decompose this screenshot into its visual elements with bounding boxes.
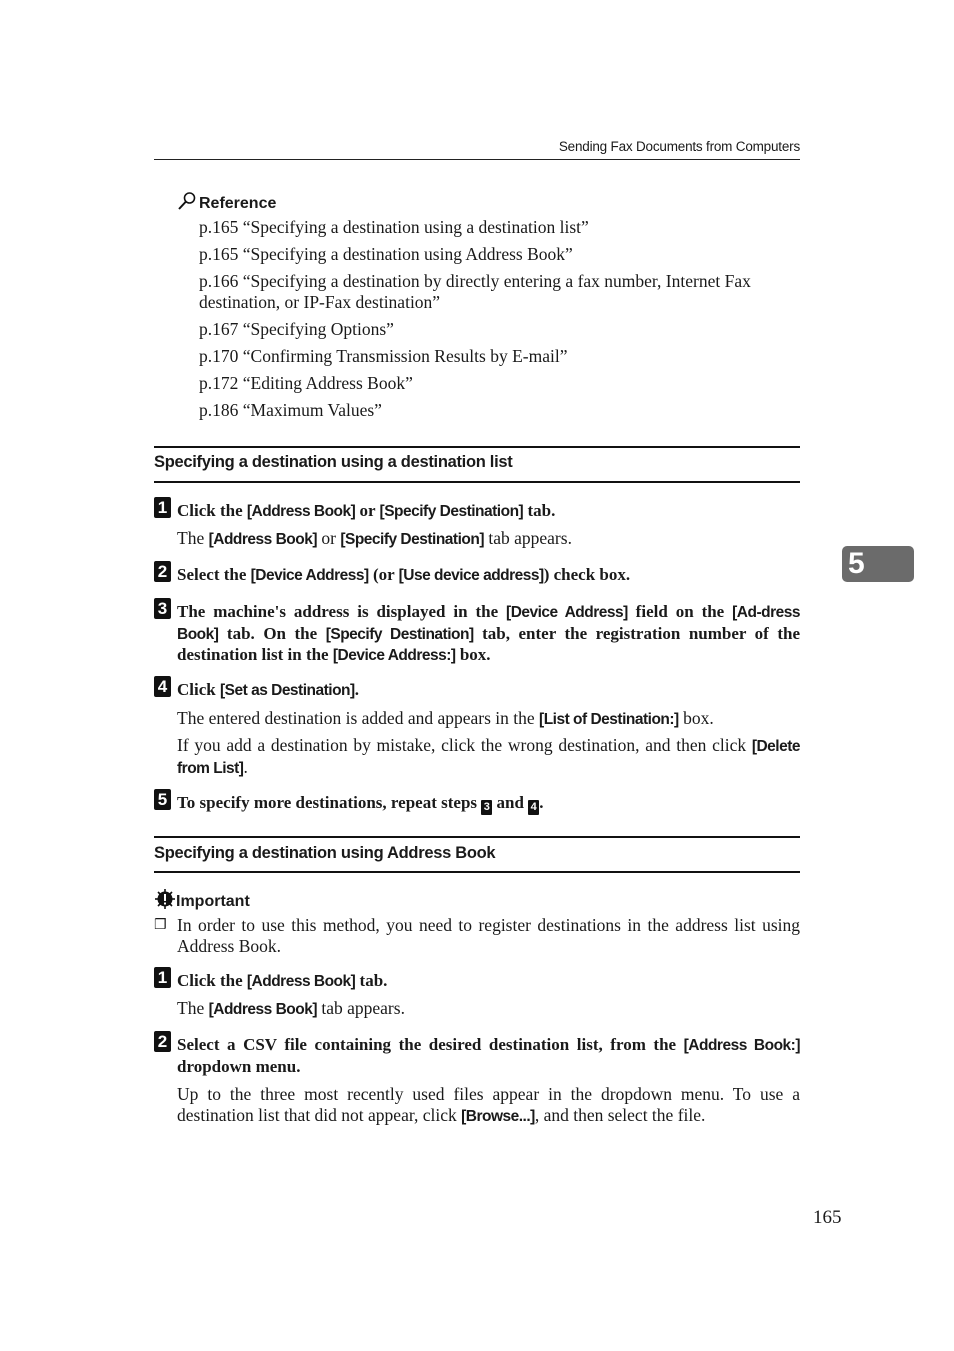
step-title: The machine's address is displayed in the [Device Address] field on the [Ad-dress Book] tab. On the [Specify Destination] tab, enter the registration number of the destination list in the [Device Address:] box. bbox=[177, 602, 800, 664]
step-number: 2 bbox=[154, 561, 171, 582]
reference-heading bbox=[177, 191, 276, 213]
reference-item[interactable]: p.166 “Specifying a destination by directly entering a fax number, Internet Fax destination, or IP-Fax destination” bbox=[199, 271, 751, 312]
step-ref-icon: 3 bbox=[481, 800, 492, 815]
important-title: Important bbox=[176, 893, 250, 910]
step-title: Select a CSV file containing the desired destination list, from the [Address Book:] dropdown menu. bbox=[177, 1035, 800, 1076]
step-body: The [Address Book] or [Specify Destination] tab appears. bbox=[177, 528, 572, 548]
chapter-tab: 5 bbox=[842, 546, 914, 582]
section-rule-top bbox=[154, 836, 800, 838]
reference-item[interactable]: p.165 “Specifying a destination using a destination list” bbox=[199, 217, 589, 237]
step-number: 2 bbox=[154, 1031, 171, 1052]
reference-list bbox=[199, 217, 800, 427]
section-title: Specifying a destination using Address Book bbox=[154, 844, 496, 862]
section-title: Specifying a destination using a destination list bbox=[154, 453, 513, 471]
reference-item[interactable]: p.170 “Confirming Transmission Results by E-mail” bbox=[199, 346, 568, 366]
step-title: Click the [Address Book] tab. bbox=[177, 971, 388, 990]
important-heading bbox=[154, 889, 250, 911]
section-rule-bottom bbox=[154, 481, 800, 483]
step-body: The entered destination is added and appears in the [List of Destination:] box. bbox=[177, 708, 714, 728]
step-number: 4 bbox=[154, 676, 171, 697]
checkbox-icon: ❒ bbox=[154, 917, 167, 933]
section-rule-bottom bbox=[154, 871, 800, 873]
header-rule bbox=[154, 159, 800, 160]
reference-title: Reference bbox=[199, 195, 277, 212]
step-ref-icon: 4 bbox=[528, 800, 539, 815]
step-title: Select the [Device Address] (or [Use device address]) check box. bbox=[177, 565, 631, 584]
reference-item[interactable]: p.167 “Specifying Options” bbox=[199, 319, 394, 339]
step-body: The [Address Book] tab appears. bbox=[177, 998, 405, 1018]
step-number: 3 bbox=[154, 598, 171, 619]
magnifier-icon bbox=[177, 191, 197, 211]
running-header: Sending Fax Documents from Computers bbox=[558, 139, 800, 154]
step-number: 5 bbox=[154, 789, 171, 810]
section-rule-top bbox=[154, 446, 800, 448]
reference-item[interactable]: p.186 “Maximum Values” bbox=[199, 400, 382, 420]
step-body: Up to the three most recently used files appear in the dropdown menu. To use a destination list that did not appear, click [Browse...], and then select the file. bbox=[177, 1084, 800, 1125]
reference-item[interactable]: p.165 “Specifying a destination using Address Book” bbox=[199, 244, 573, 264]
reference-item[interactable]: p.172 “Editing Address Book” bbox=[199, 373, 413, 393]
step-number: 1 bbox=[154, 497, 171, 518]
page-number: 165 bbox=[813, 1207, 842, 1228]
step-title: To specify more destinations, repeat steps 3 and 4 . bbox=[177, 793, 544, 813]
step-title: Click the [Address Book] or [Specify Destination] tab. bbox=[177, 501, 556, 520]
important-icon bbox=[154, 889, 176, 909]
important-text: In order to use this method, you need to register destinations in the address list using Address Book. bbox=[177, 915, 800, 956]
step-body: If you add a destination by mistake, click the wrong destination, and then click [Delete from List]. bbox=[177, 735, 800, 777]
step-title: Click [Set as Destination]. bbox=[177, 680, 359, 699]
step-number: 1 bbox=[154, 967, 171, 988]
